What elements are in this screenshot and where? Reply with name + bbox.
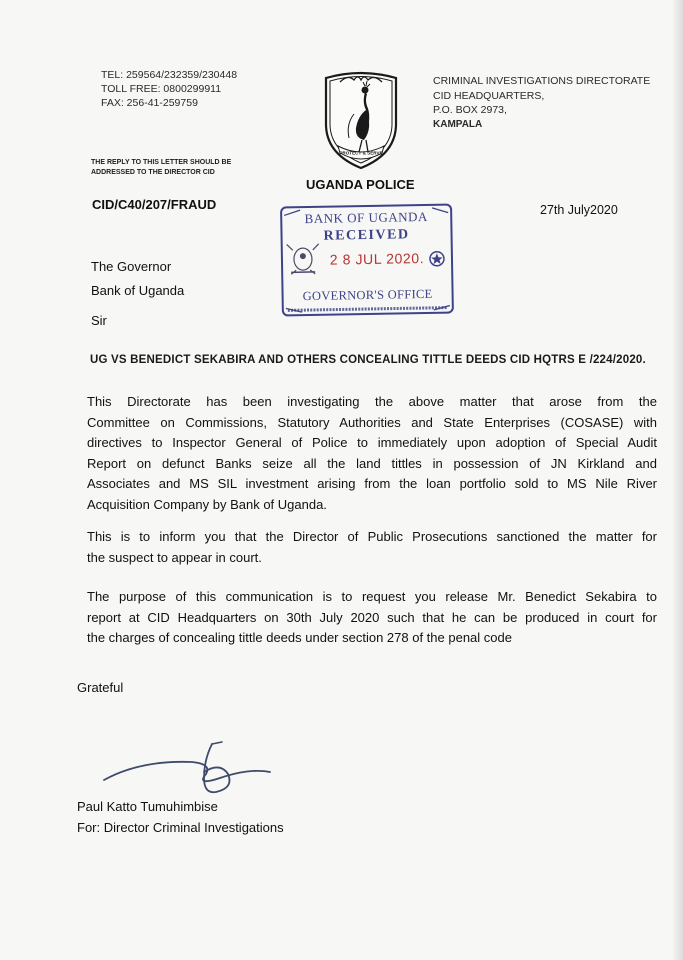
reply-note [91,158,231,178]
address-block [433,74,650,132]
recipient-title: The Governor [91,259,172,274]
crest-motto: PROTECT & SERVE [339,150,383,156]
paragraph-request [87,587,657,649]
paragraph-line: Acquisition Company by Bank of Uganda. [87,496,327,512]
page-edge [673,0,683,960]
paragraph-line: report at CID Headquarters on 30th July 2020 such that he can be produced in court for [87,609,657,625]
stamp-received: RECEIVED [323,227,410,244]
signer-title: For: Director Criminal Investigations [77,819,284,835]
address-line-hq: CID HEADQUARTERS, [433,89,545,102]
paragraph-line: Associates and MS SIL investment arising from the loan portfolio sold to MS Nile River [87,476,657,491]
reply-note-line-2: ADDRESSED TO THE DIRECTOR CID [91,169,215,176]
paragraph-line: This is to inform you that the Director of Public Prosecutions sanctioned the matter for [87,529,657,544]
subject-line: UG VS BENEDICT SEKABIRA AND OTHERS CONCEALING TITTLE DEEDS CID HQTRS E /224/2020. [90,354,646,366]
address-line-directorate: CRIMINAL INVESTIGATIONS DIRECTORATE [433,75,651,87]
address-line-box: P.O. BOX 2973, [433,104,507,116]
paragraph-line: Committee on Commissions, Statutory Authorities and State Enterprises (COSASE) with [87,414,657,430]
police-crest-icon [318,66,404,172]
salutation: Sir [91,313,107,328]
address-line-city: KAMPALA [433,118,483,130]
contact-toll-free: TOLL FREE: 0800299911 [101,83,222,95]
closing: Grateful [77,680,124,695]
contact-tel: TEL: 259564/232359/230448 [101,69,238,81]
paragraph-line: The purpose of this communication is to request you release Mr. Benedict Sekabira to [87,589,657,604]
recipient-org: Bank of Uganda [91,283,185,298]
signer-block [77,797,284,838]
reference-number: CID/C40/207/FRAUD [92,197,217,212]
paragraph-line: Report on defunct Banks seize all the land tittles in possession of JN Kirkland and [87,455,657,471]
contact-fax: FAX: 256-41-259759 [101,97,198,109]
paragraph-line: directives to Inspector General of Police to immediately upon adoption of Special Audit [87,435,657,450]
paragraph-investigation [87,392,657,515]
stamp-bank-name: BANK OF UGANDA [304,208,429,227]
stamp-date: 2 8 JUL 2020. [329,250,425,268]
handwritten-signature [100,738,300,800]
paragraph-dpp [87,527,657,568]
star-icon [430,252,444,266]
signer-name: Paul Katto Tumuhimbise [77,799,218,814]
contact-block [101,68,237,110]
reply-note-line-1: THE REPLY TO THIS LETTER SHOULD BE [91,159,232,166]
stamp-office: GOVERNOR'S OFFICE [302,286,433,304]
paragraph-line: the charges of concealing tittle deeds under section 278 of the penal code [87,630,512,645]
paragraph-line: This Directorate has been investigating the above matter that arose from the [87,394,657,409]
paragraph-line: the suspect to appear in court. [87,549,262,565]
recipient-block [91,255,184,303]
organization-name: UGANDA POLICE [306,177,415,192]
coat-of-arms-icon [287,244,320,275]
received-stamp [278,201,456,320]
letter-date: 27th July2020 [540,203,618,217]
